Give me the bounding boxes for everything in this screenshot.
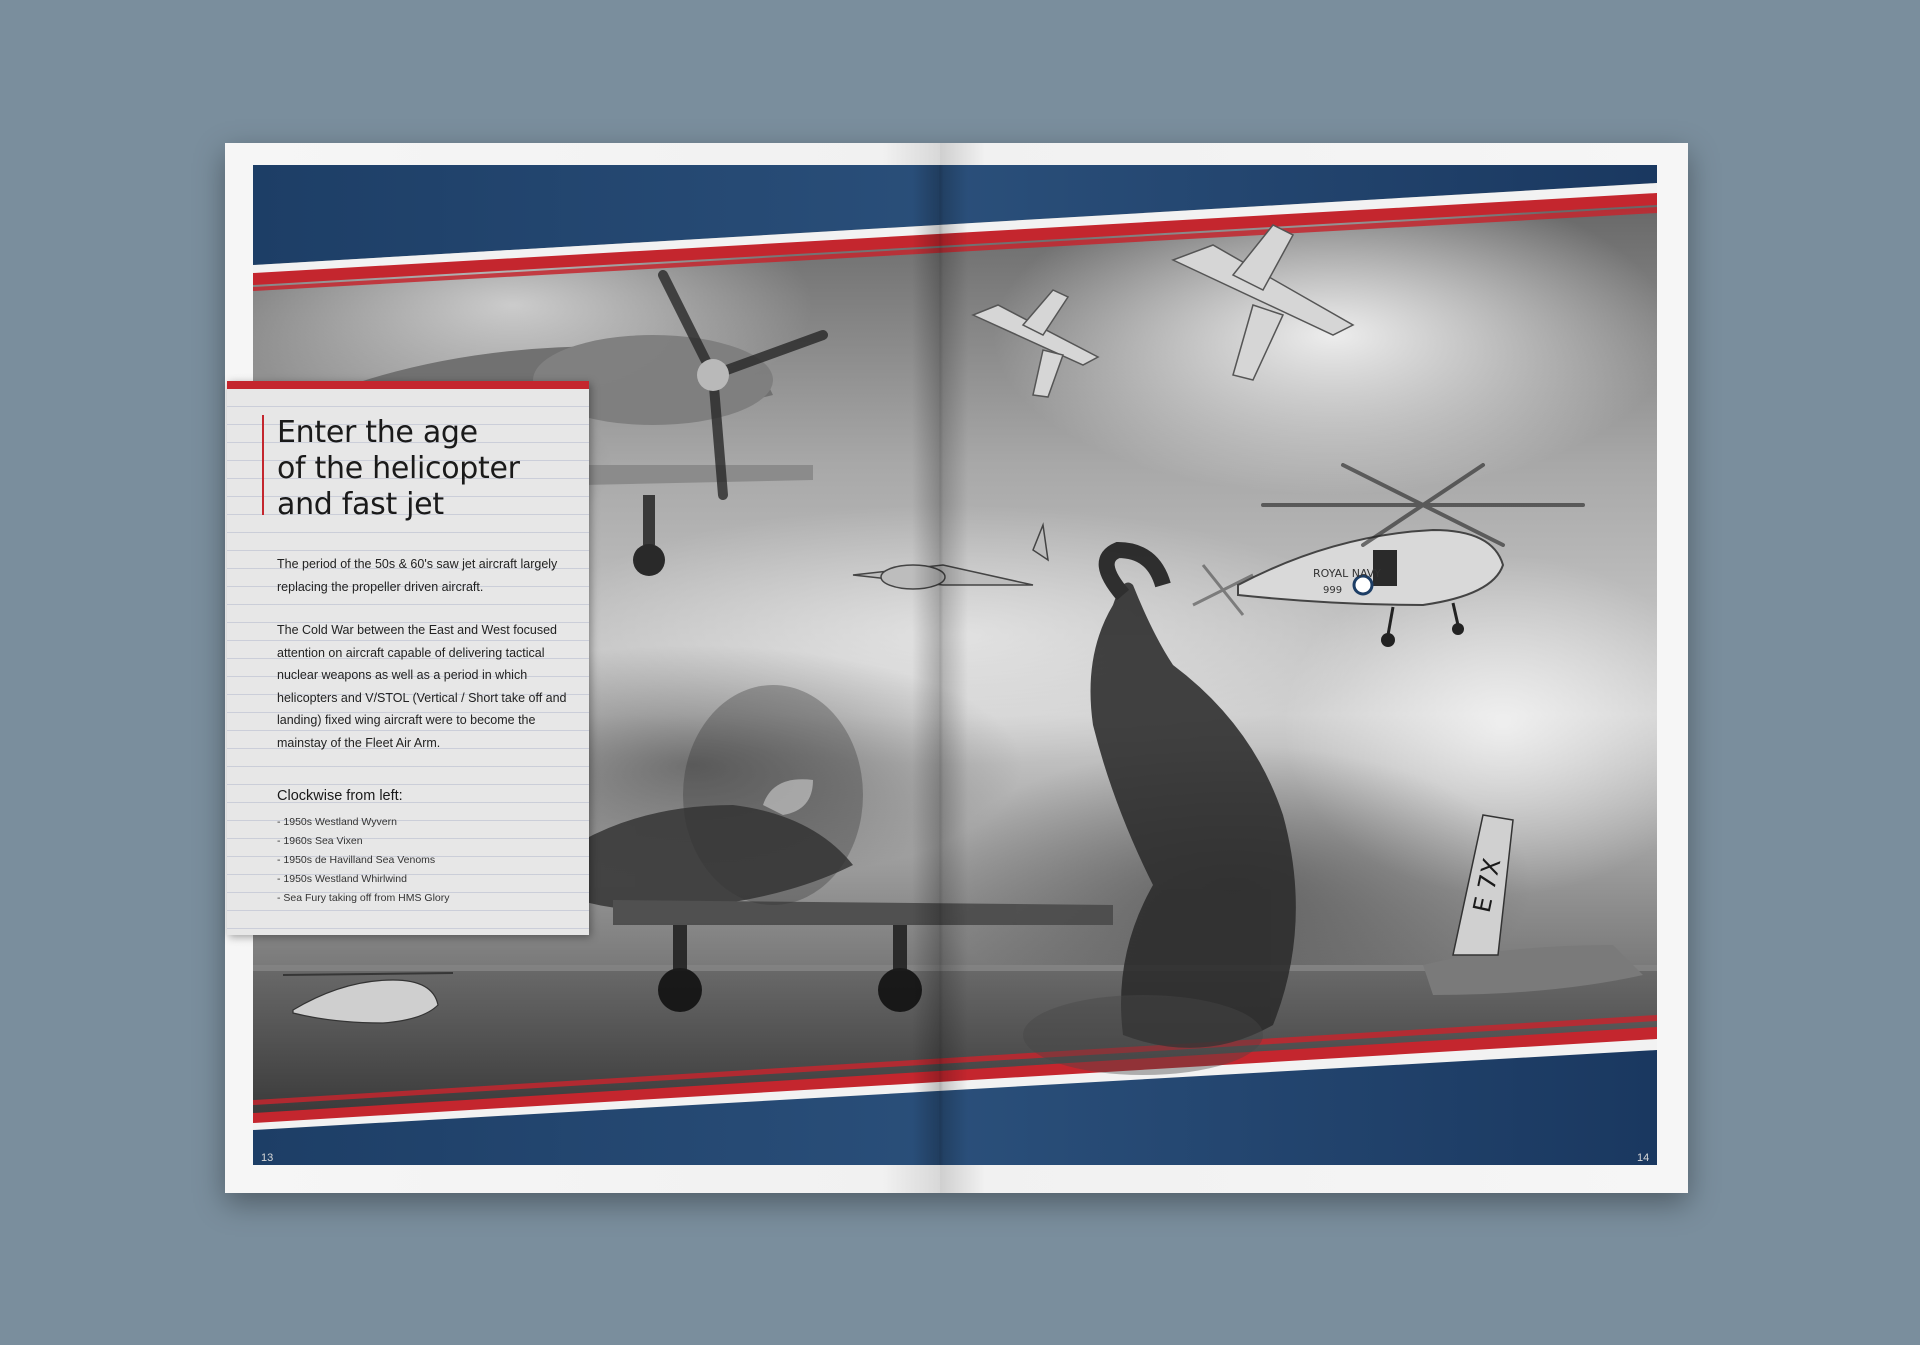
title-accent-line <box>262 415 264 515</box>
caption-item: - Sea Fury taking off from HMS Glory <box>277 892 450 904</box>
title-line-2: of the helicopter <box>277 451 520 486</box>
title-line-3: and fast jet <box>277 487 444 522</box>
caption-item: - 1960s Sea Vixen <box>277 835 363 847</box>
captions-list <box>277 813 450 908</box>
article-text-panel <box>227 381 589 935</box>
page-number-right: 14 <box>1637 1152 1650 1164</box>
title-line-1: Enter the age <box>277 415 478 450</box>
helicopter-marking: ROYAL NAVY <box>1313 567 1382 580</box>
caption-item: - 1950s Westland Whirlwind <box>277 873 407 885</box>
captions-heading: Clockwise from left: <box>277 788 403 804</box>
article-title <box>277 415 577 523</box>
article-body <box>277 553 577 775</box>
page-number-left: 13 <box>261 1152 274 1164</box>
caption-item: - 1950s Westland Wyvern <box>277 816 397 828</box>
tail-code: E 7X <box>1467 855 1507 915</box>
helicopter-number: 999 <box>1323 585 1343 596</box>
paragraph-intro: The period of the 50s & 60's saw jet aircraft largely replacing the propeller driven aircraft. <box>277 557 558 594</box>
magazine-spread <box>225 143 1688 1193</box>
paragraph-cold-war: The Cold War between the East and West focused attention on aircraft capable of delivering tactical nuclear weapons as well as a period in which helicopters and V/STOL (Vertical / Short take off and landing) fixed wing aircraft were to become the mainstay of the Fleet Air Arm. <box>277 623 567 750</box>
caption-item: - 1950s de Havilland Sea Venoms <box>277 854 436 866</box>
